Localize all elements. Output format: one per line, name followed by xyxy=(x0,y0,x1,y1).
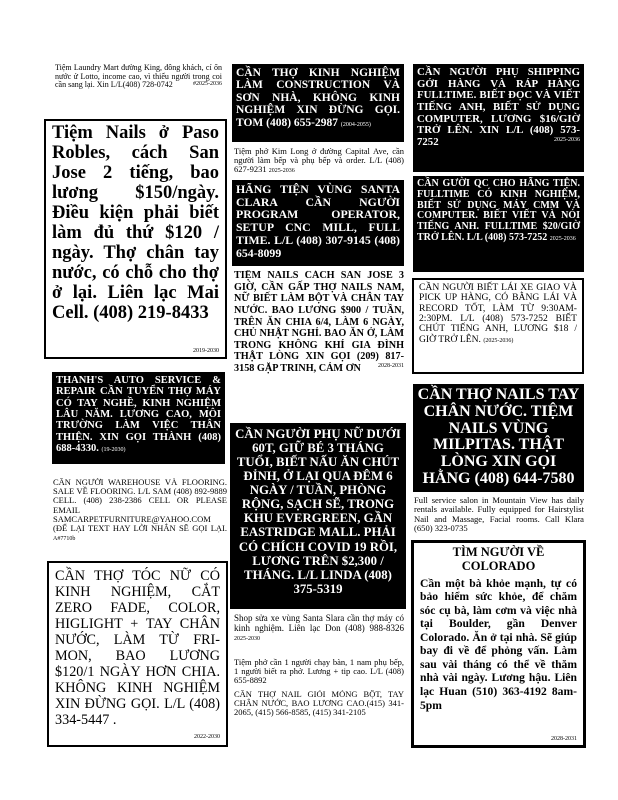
ad-babysit xyxy=(230,423,406,609)
ad-code: 2022-2030 xyxy=(194,734,220,741)
ad-code: 2025-2036 xyxy=(268,168,295,175)
ad-text: Tiệm phở cần 1 người chạy bàn, 1 nam phụ bếp, 1 người biết ra phở. Lương + tip cao. L/L (408) 655-8892 xyxy=(234,658,404,686)
ad-code: #2025-2036 xyxy=(193,81,222,88)
ad-colorado xyxy=(411,540,586,748)
ad-milpitas xyxy=(413,384,584,492)
ad-qc xyxy=(413,176,584,272)
ad-text: Cần một bà khỏe mạnh, tự có bảo hiểm sức khỏe, để chăm sóc cụ bà, làm cơm và việc nhà tại Boulder, gần Denver Colorado. Ăn ở tại nhà. Sẽ giúp bay đi về để phỏng vấn. Làm sau vài tháng có thể về thăm nhà vài ngày. Lương hậu. Liên lạc Huan (510) 363-4192 8am-5pm xyxy=(420,576,577,712)
ad-text: CẦN NGƯỜI BIẾT LÁI XE GIAO VÀ PICK UP HÀNG, CÓ BẰNG LÁI VÀ RECORD TỐT, LÀM TỪ 9:30AM-2:30PM. L/L (408) 573-7252 BIẾT CHÚT TIẾNG ANH, LƯƠNG $18 / GIỜ TRỞ LÊN. xyxy=(419,282,577,345)
ad-warehouse xyxy=(53,478,227,552)
ad-text: Tiệm Nails ở Paso Robles, cách San Jose 2 tiếng, bao lương $150/ngày. Điều kiện phải biết làm đủ thứ $120 / ngày. Thợ chân tay nước, có chỗ cho thợ ở lại. Liên lạc Mai Cell. (408) 219-8433 xyxy=(52,123,219,323)
ad-title: TÌM NGƯỜI VỀ COLORADO xyxy=(452,545,545,573)
ad-text: Tiệm phở Kim Long ở đường Capital Ave, cần người làm bếp và phụ bếp và order. L/L (408) 627-9231 xyxy=(234,147,404,175)
ad-repair-shop xyxy=(234,614,404,656)
ad-code: 2025-2030 xyxy=(234,636,260,643)
ad-text: Shop sửa xe vùng Santa Slara cần thợ máy có kinh nghiệm. Liên lạc Don (408) 988-8326 xyxy=(234,614,404,633)
ad-code: 2025-2036 xyxy=(549,235,576,242)
ad-text: CẦN THỢ NAIL GIỎI MÓNG BỘT, TAY CHÂN NƯỚC, BAO LƯƠNG CAO.(415) 341-2065, (415) 566-8585, (415) 341-2105 xyxy=(234,690,404,718)
ad-nails-concord xyxy=(234,690,404,730)
ad-code: 2019-2030 xyxy=(193,347,219,354)
ad-text: CẦN NGƯỜI WAREHOUSE VÀ FLOORING. SALE VỀ FLOORING. L/L SAM (408) 892-9889 CELL. (408) 238-2386 CELL OR PLEASE EMAIL SAMCARPETFURNITURE@YAHOO.COM (ĐỂ LẠI TEXT HAY LỜI NHẮN SẼ GỌI LẠI. xyxy=(53,478,227,533)
ad-code: 2028-2031 xyxy=(378,363,404,369)
ad-construction xyxy=(232,64,404,142)
ad-pho-driver xyxy=(234,658,404,688)
ad-hair xyxy=(47,561,228,747)
ad-text: HÃNG TIỆN VÙNG SANTA CLARA CẦN NGƯỜI PROGRAM OPERATOR, SETUP CNC MILL, FULL TIME. L/L (408) 307-9145 (408) 654-8099 xyxy=(236,182,400,260)
ad-text: CẦN THỢ TÓC NỮ CÓ KINH NGHIỆM, CẮT ZERO FADE, COLOR, HIGLIGHT + TAY CHÂN NƯỚC, LÀM TỪ FRI-MON, BAO LƯƠNG $120/1 NGÀY HƠN CHIA. KHÔNG KINH NGHIỆM XIN ĐỪNG GỌI. L/L (408) 334-5447 . xyxy=(55,568,220,729)
ad-text: CẦN THỢ NAILS TAY CHÂN NƯỚC. TIỆM NAILS VÙNG MILPITAS. THẬT LÒNG XIN GỌI HẰNG (408) 644-7580 xyxy=(417,386,580,487)
ad-code: 2028-2031 xyxy=(551,735,577,742)
ad-delivery xyxy=(412,278,584,374)
ad-shipping xyxy=(413,64,584,172)
ad-text: Tiệm Laundry Mart đường King, đông khách, cí ổn nước ử Lotto, income cao, vì thiếu người trong coi cần sang lại. Xin L/L(408) 728-0742 xyxy=(55,64,222,90)
ad-nails-paso xyxy=(44,119,227,359)
ad-text: TIỆM NAILS CÁCH SAN JOSE 3 GIỜ, CẦN GẤP THỢ NAILS NAM, NỮ BIẾT LÀM BỘT VÀ CHÂN TAY NƯỚC. BAO LƯƠNG $900 / TUẦN, TRÊN ĂN CHIA 6/4, LÀM 6 NGÀY, CHỦ NHẬT NGHỈ. BAO ĂN Ở, LÀM TRONG KHÔNG KHÍ GIA ĐÌNH THẬT LÒNG XIN GỌI (209) 817-3158 GẶP TRINH, CẢM ƠN xyxy=(234,270,404,374)
ad-text: CẦN THỢ KINH NGHIỆM LÀM CONSTRUCTION VÀ SƠN NHÀ, KHÔNG KINH NGHIỆM XIN ĐỪNG GỌI. TOM (408) 655-2987 xyxy=(236,67,400,129)
ad-mountain-view xyxy=(414,496,584,538)
ad-text: CẦN NGƯỜI PHỤ SHIPPING GỞI HÀNG VÀ RÁP HÀNG FULLTIME. BIẾT ĐỌC VÀ VIẾT TIẾNG ANH, BIẾT SỬ DỤNG COMPUTER, LƯƠNG $16/GIỜ TRỞ LÊN. XIN L/L (408) 573-7252 xyxy=(417,66,580,148)
ad-code: A#7710b xyxy=(53,536,76,543)
ad-code: 2025-2036 xyxy=(554,136,580,143)
ad-text: CẦN GƯỜI QC CHO HÃNG TIỆN. FULLTIME CÓ KINH NGHIỆM, BIẾT SỬ DỤNG MÁY CMM VÀ COMPUTER. BIẾT VIẾT VÀ NÓI TIẾNG ANH. FULLTIME $20/GIỜ TRỞ LÊN. L/L (408) 573-7252 xyxy=(417,178,580,243)
ad-kim-long xyxy=(234,147,404,177)
ad-laundry xyxy=(55,64,222,114)
ad-text: Full service salon in Mountain View has daily rentals available. Fully equipped for Hairstylist Nail and Massage, Facial rooms. Call Klara (650) 323-0735 xyxy=(414,496,584,533)
ad-cnc xyxy=(232,180,404,266)
ad-thanh-auto xyxy=(52,372,225,464)
ad-text: THANH'S AUTO SERVICE & REPAIR CẦN TUYỂN THỢ MÁY CÓ TAY NGHỀ, KINH NGHIỆM LÂU NĂM. LƯƠNG CAO, MÔI TRƯỜNG LÀM VIỆC THÂN THIỆN. XIN GỌI THÀNH (408) 688-4330. xyxy=(56,375,221,454)
ad-text: CẦN NGƯỜI PHỤ NỮ DƯỚI 60T, GIỮ BÉ 3 THÁNG TUỔI, BIẾT NẤU ĂN CHÚT ĐỈNH, Ở LẠI QUA ĐÊM 6 NGÀY / TUẦN, PHÒNG RỘNG, SẠCH SẼ, TRONG KHU EVERGREEN, GẦN EASTRIDGE MALL. PHẢI CÓ CHÍCH COVID 19 RỒI, LƯƠNG TRÊN $2,300 / THÁNG. L/L LINDA (408) 375-5319 xyxy=(235,427,401,596)
ad-code: (19-2030) xyxy=(101,446,126,453)
ad-code: (2025-2036) xyxy=(483,337,514,344)
ad-nails-sj xyxy=(234,270,404,420)
ad-code: (2004-2055) xyxy=(340,121,371,128)
